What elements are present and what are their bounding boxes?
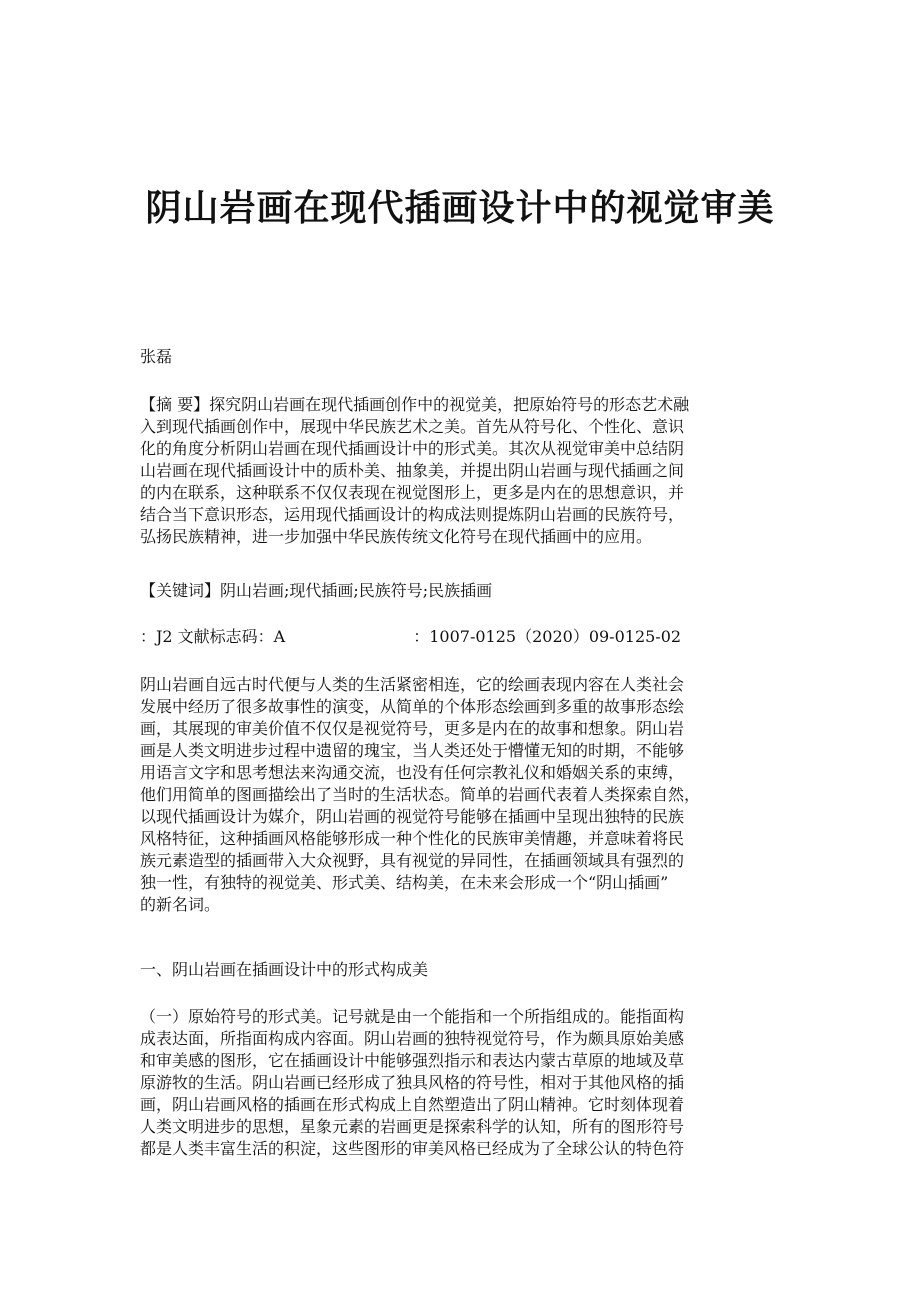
- body-paragraph-2: [140, 1006, 780, 1160]
- paragraph-line: 人类文明进步的思想，星象元素的岩画更是探索科学的认知，所有的图形符号: [140, 1117, 685, 1136]
- abstract-line: 山岩画在现代插画设计中的质朴美、抽象美，并提出阴山岩画与现代插画之间: [140, 461, 685, 480]
- paragraph-line: 成表达面，所指面构成内容面。阴山岩画的独特视觉符号，作为颇具原始美感: [140, 1029, 685, 1048]
- document-title: 阴山岩画在现代插画设计中的视觉审美: [145, 187, 775, 229]
- paragraph-line: 阴山岩画自远古时代便与人类的生活紧密相连，它的绘画表现内容在人类社会: [140, 675, 685, 694]
- paragraph-line: 族元素造型的插画带入大众视野，具有视觉的异同性，在插画领域具有强烈的: [140, 851, 685, 870]
- abstract-block: [140, 394, 780, 548]
- paragraph-line: 独一性，有独特的视觉美、形式美、结构美，在未来会形成一个“阴山插画”: [140, 873, 669, 892]
- paragraph-line: 风格特征，这种插画风格能够形成一种个性化的民族审美情趣，并意味着将民: [140, 829, 685, 848]
- paragraph-line: 和审美感的图形，它在插画设计中能够强烈指示和表达内蒙古草原的地域及草: [140, 1051, 685, 1070]
- class-code: ：J2 文献标志码：A: [140, 627, 286, 646]
- paragraph-line: 画，阴山岩画风格的插画在形式构成上自然塑造出了阴山精神。它时刻体现着: [140, 1095, 685, 1114]
- paragraph-line: 原游牧的生活。阴山岩画已经形成了独具风格的符号性，相对于其他风格的插: [140, 1073, 685, 1092]
- paragraph-line: 他们用简单的图画描绘出了当时的生活状态。简单的岩画代表着人类探索自然，: [140, 785, 701, 804]
- abstract-line: 结合当下意识形态，运用现代插画设计的构成法则提炼阴山岩画的民族符号，: [140, 505, 685, 524]
- paragraph-line: 画，其展现的审美价值不仅仅是视觉符号，更多是内在的故事和想象。阴山岩: [140, 719, 685, 738]
- paragraph-line: 用语言文字和思考想法来沟通交流，也没有任何宗教礼仪和婚姻关系的束缚，: [140, 763, 685, 782]
- paragraph-line: 的新名词。: [140, 895, 221, 914]
- paragraph-line: 画是人类文明进步过程中遗留的瑰宝，当人类还处于懵懂无知的时期，不能够: [140, 741, 685, 760]
- abstract-line: 弘扬民族精神，进一步加强中华民族传统文化符号在现代插画中的应用。: [140, 527, 653, 546]
- abstract-line: 化的角度分析阴山岩画在现代插画设计中的形式美。其次从视觉审美中总结阴: [140, 439, 685, 458]
- paragraph-line: 发展中经历了很多故事性的演变，从简单的个体形态绘画到多重的故事形态绘: [140, 697, 685, 716]
- section-heading: 一、阴山岩画在插画设计中的形式构成美: [140, 960, 429, 979]
- author-name: 张磊: [140, 347, 173, 366]
- classification-line: [140, 626, 780, 648]
- article-id: ：1007-0125（2020）09-0125-02: [413, 627, 682, 646]
- body-paragraph-1: [140, 674, 780, 916]
- abstract-line: 入到现代插画创作中，展现中华民族艺术之美。首先从符号化、个性化、意识: [140, 417, 685, 436]
- paragraph-line: （一）原始符号的形式美。记号就是由一个能指和一个所指组成的。能指面构: [140, 1007, 685, 1026]
- paragraph-line: 以现代插画设计为媒介，阴山岩画的视觉符号能够在插画中呈现出独特的民族: [140, 807, 685, 826]
- abstract-line: 【摘 要】探究阴山岩画在现代插画创作中的视觉美，把原始符号的形态艺术融: [140, 395, 690, 414]
- abstract-line: 的内在联系，这种联系不仅仅表现在视觉图形上，更多是内在的思想意识，并: [140, 483, 685, 502]
- keywords-line: 【关键词】阴山岩画;现代插画;民族符号;民族插画: [140, 581, 493, 600]
- paragraph-line: 都是人类丰富生活的积淀，这些图形的审美风格已经成为了全球公认的特色符: [140, 1139, 685, 1158]
